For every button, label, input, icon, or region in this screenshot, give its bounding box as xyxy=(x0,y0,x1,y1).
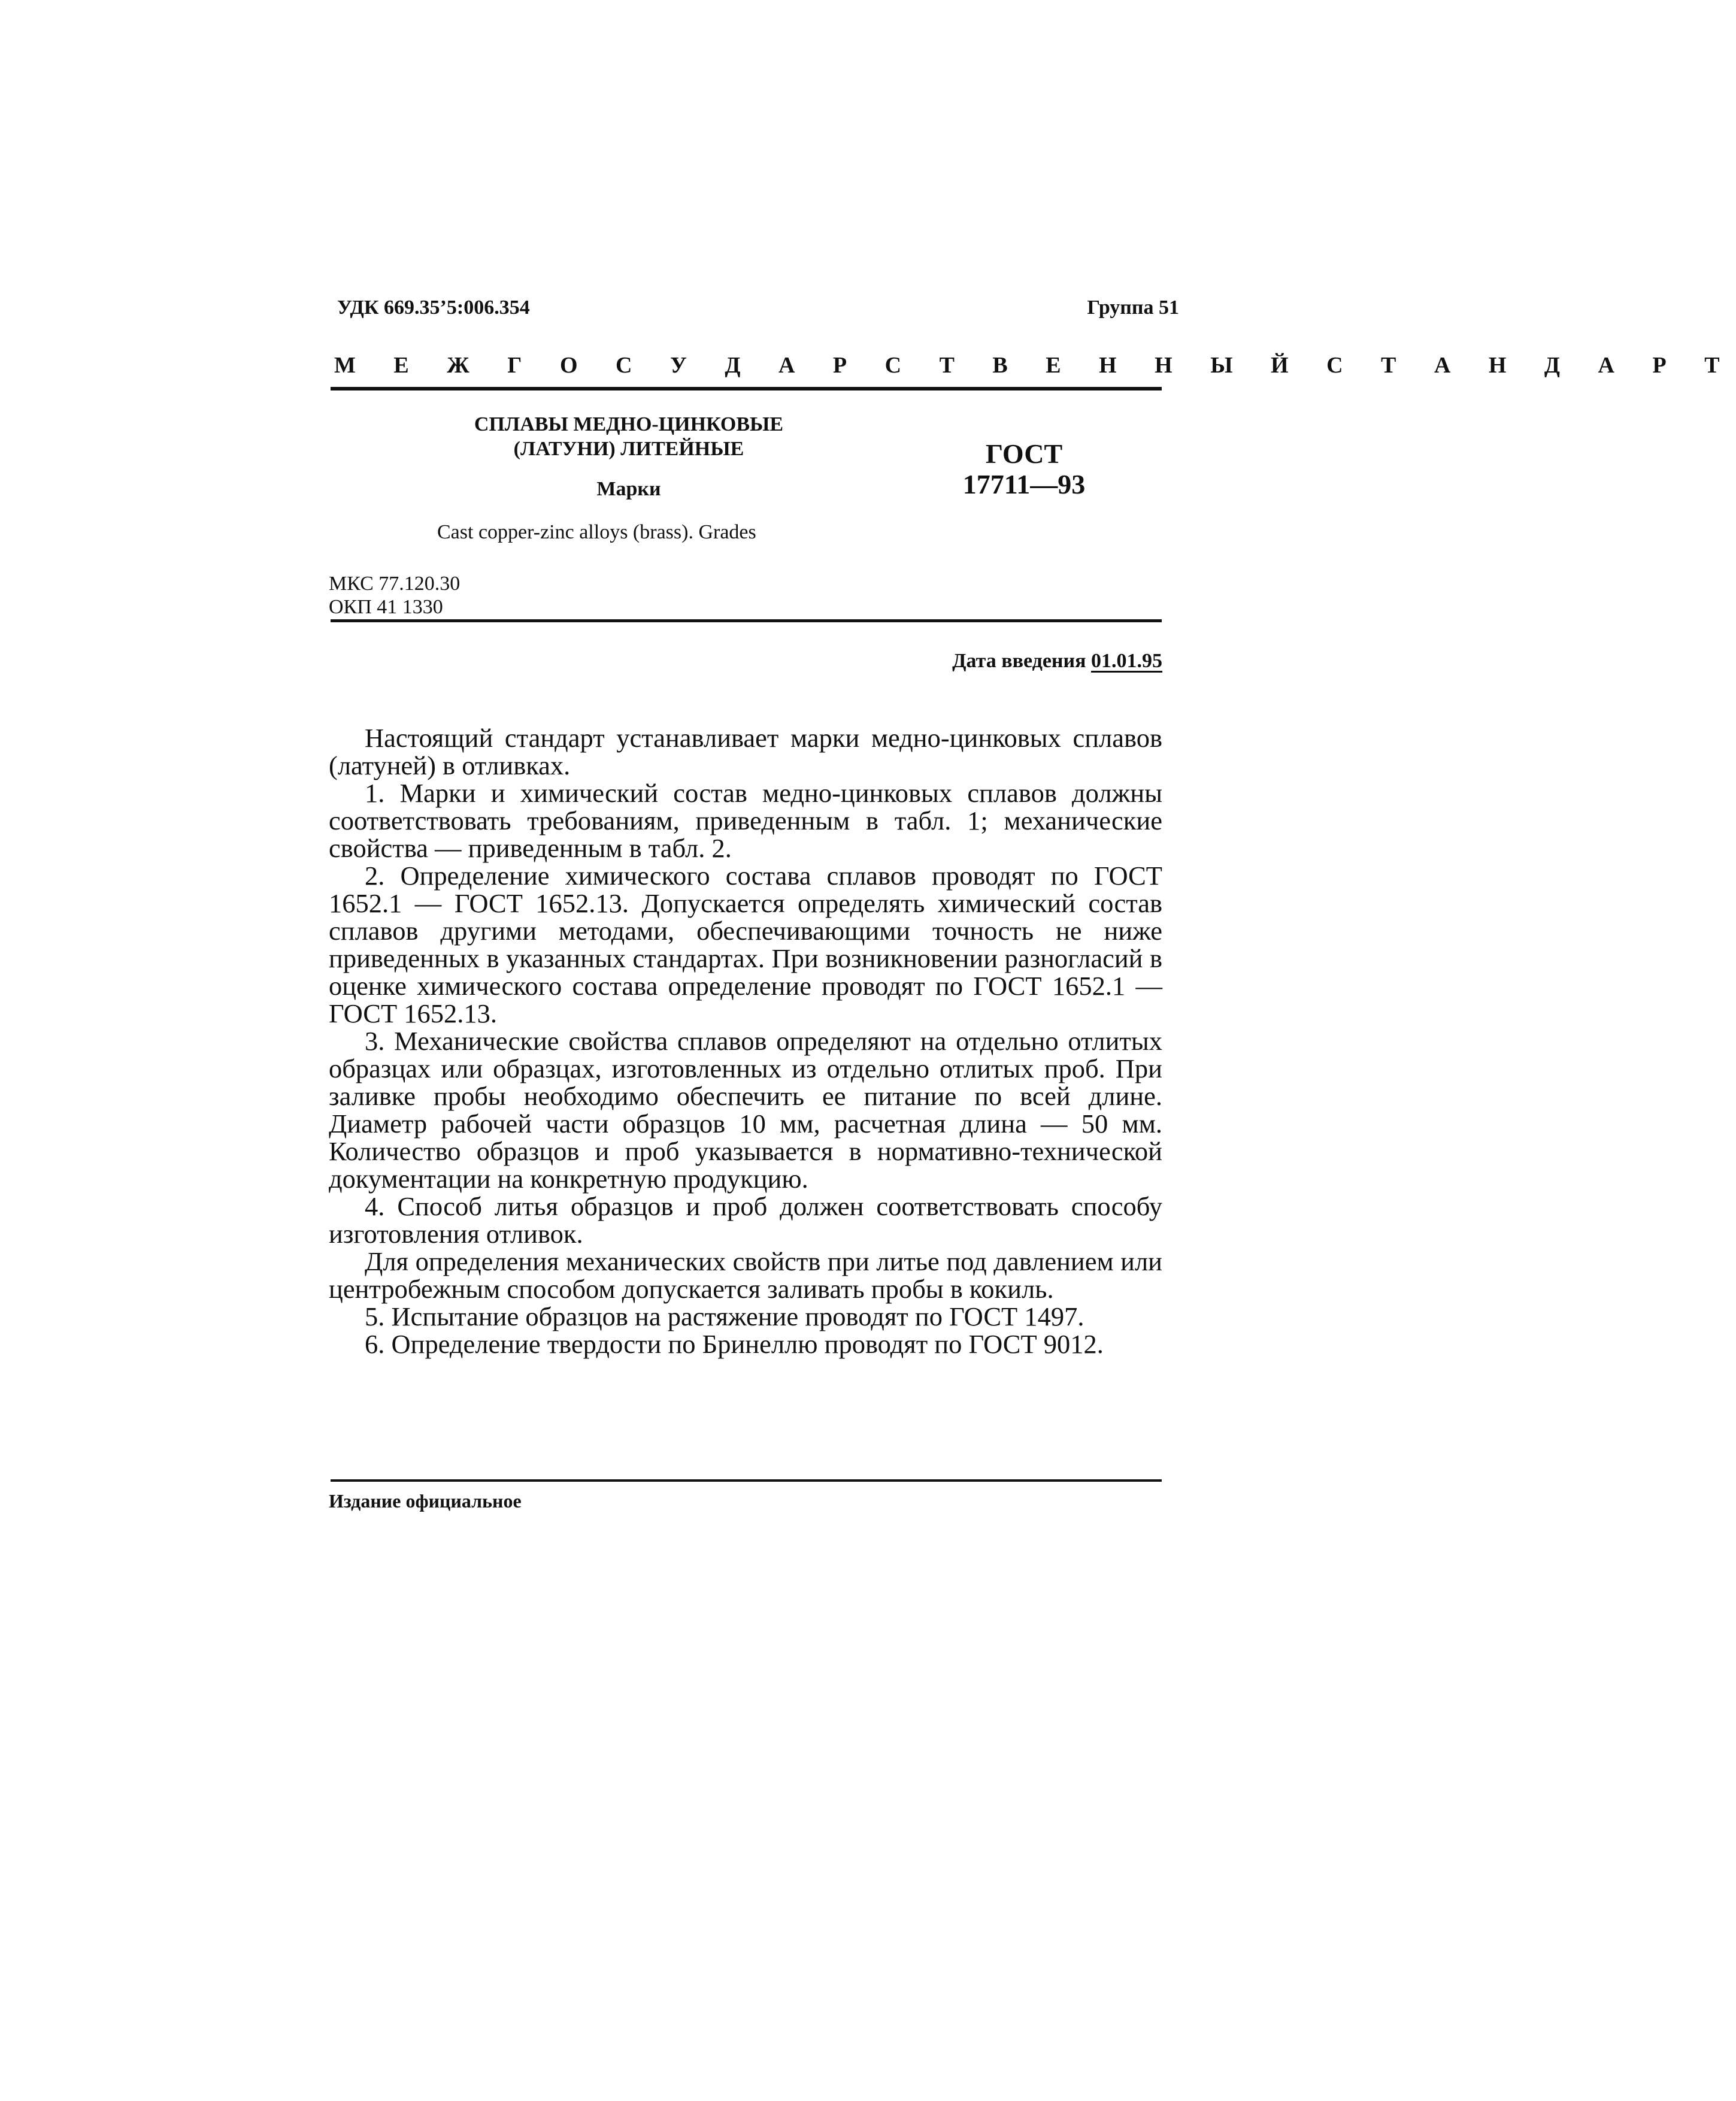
introduction-date-label: Дата введения xyxy=(952,650,1091,672)
document-title xyxy=(419,412,838,462)
standard-label: М Е Ж Г О С У Д А Р С Т В Е Н Н Ы Й С Т А Н Д А Р Т xyxy=(334,353,1736,378)
top-rule xyxy=(331,387,1162,390)
paragraph-2: 2. Определение химического состава сплавов проводят по ГОСТ 1652.1 — ГОСТ 1652.13. Допускается определять химический состав сплавов другими методами, обеспечивающими точность не ниже приведенных в указанных стандартах. При возникновении разногласий в оценке химического состава определение проводят по ГОСТ 1652.1 — ГОСТ 1652.13. xyxy=(329,861,1162,1028)
paragraph-3: 3. Механические свойства сплавов определяют на отдельно отлитых образцах или образцах, изготовленных из отдельно отлитых проб. При заливке пробы необходимо обеспечить ее питание по всей длине. Диаметр рабочей части образцов 10 мм, расчетная длина — 50 мм. Количество образцов и проб указывается в нормативно-технической документации на конкретную продукцию. xyxy=(329,1026,1162,1194)
paragraph-5: 5. Испытание образцов на растяжение проводят по ГОСТ 1497. xyxy=(365,1301,1084,1331)
introduction-date-value: 01.01.95 xyxy=(1091,650,1162,672)
mks-code: МКС 77.120.30 xyxy=(329,573,460,595)
paragraph-4-note: Для определения механических свойств при литье под давлением или центробежным способом допускается заливать пробы в кокиль. xyxy=(329,1246,1162,1304)
body-text xyxy=(329,724,1162,1358)
udk-code: УДК 669.35’5:006.354 xyxy=(337,296,530,319)
gost-label: ГОСТ xyxy=(985,438,1063,469)
paragraph-4: 4. Способ литья образцов и проб должен соответствовать способу изготовления отливок. xyxy=(329,1191,1162,1249)
document-subtitle: Марки xyxy=(596,478,661,500)
title-line-1: СПЛАВЫ МЕДНО-ЦИНКОВЫЕ xyxy=(474,413,784,435)
edition-label: Издание официальное xyxy=(329,1490,522,1512)
gost-number: 17711—93 xyxy=(962,468,1086,499)
paragraph-6: 6. Определение твердости по Бринеллю проводят по ГОСТ 9012. xyxy=(365,1329,1104,1359)
gost-designation xyxy=(922,439,1126,499)
paragraph-intro: Настоящий стандарт устанавливает марки медно-цинковых сплавов (латуней) в отливках. xyxy=(329,723,1162,780)
paragraph-1: 1. Марки и химический состав медно-цинковых сплавов должны соответствовать требованиям, приведенным в табл. 1; механические свойства — приведенным в табл. 2. xyxy=(329,778,1162,863)
introduction-date xyxy=(952,650,1162,673)
codes-rule xyxy=(331,619,1162,622)
classification-codes xyxy=(329,572,460,619)
group-number: Группа 51 xyxy=(1087,296,1179,319)
footer-rule xyxy=(331,1479,1162,1482)
title-line-2: (ЛАТУНИ) ЛИТЕЙНЫЕ xyxy=(513,438,744,461)
english-title: Cast copper-zinc alloys (brass). Grades xyxy=(437,521,756,543)
okp-code: ОКП 41 1330 xyxy=(329,596,443,619)
